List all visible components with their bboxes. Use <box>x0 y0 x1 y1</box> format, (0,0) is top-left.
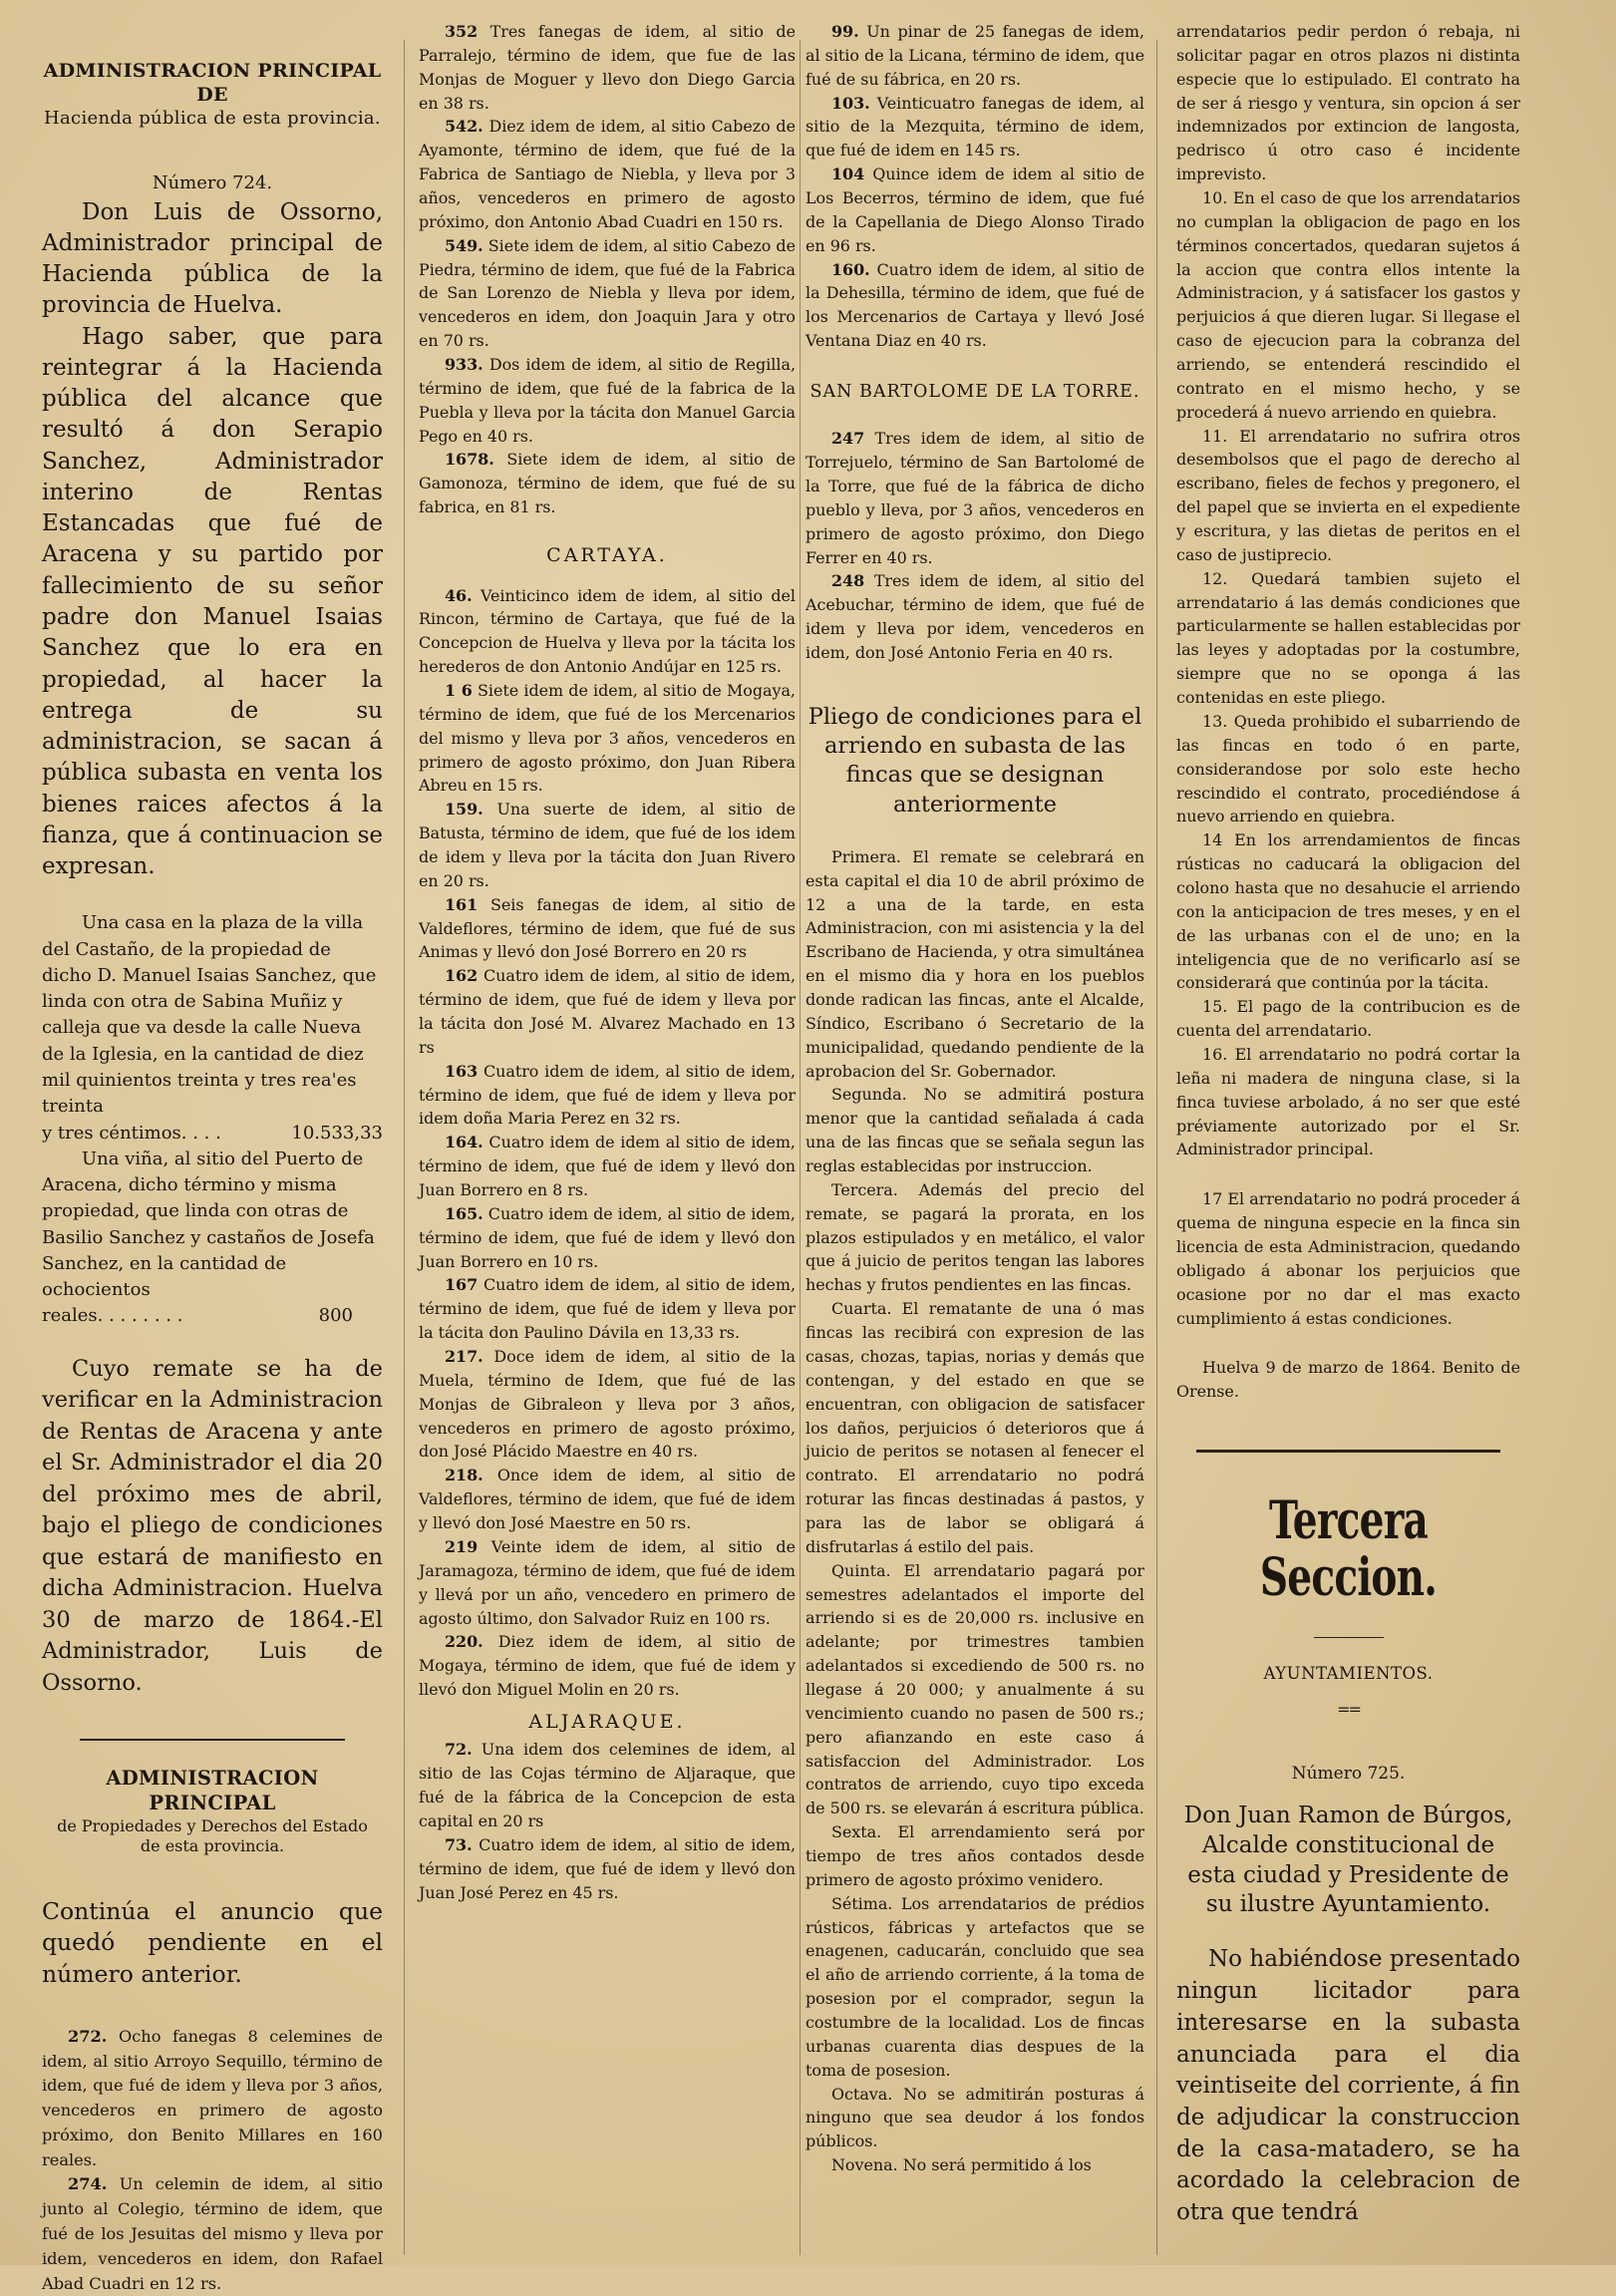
condition-text: No será permitido á los <box>902 2155 1092 2175</box>
column-rule <box>800 40 801 2255</box>
item-text: Tres idem de idem, al sitio del Acebuchar, término de idem, que fué de idem y lleva por idem, vencederos en idem, don José Antonio Feria en 40 rs. <box>806 571 1144 663</box>
item-text: Tres idem de idem, al sitio de Torrejuelo, término de San Bartolomé de la Torre, que fué de la fábrica de dicho pueblo y lleva, por 3 años, vencederos en primero de agosto próximo, don Diego Ferrer en 40 rs. <box>806 429 1144 567</box>
item-number: 103. <box>831 93 870 113</box>
section-heading-subtitle: Hacienda pública de esta provincia. <box>44 107 381 129</box>
condition-label: 14 <box>1202 830 1223 850</box>
item-number: 73. <box>445 1834 473 1854</box>
section-heading-subtitle: de esta provincia. <box>140 1835 285 1855</box>
item-text: Una suerte de idem, al sitio de Batusta, término de idem, que fué de los idem de idem y lleva por la tácita don Juan Rivero en 20 rs. <box>419 800 796 890</box>
item-text: Ocho fanegas 8 celemines de idem, al sitio Arroyo Sequillo, término de idem, que fué de idem y lleva por 3 años, vencederos en primero de agosto próximo, don Benito Millares en 160 reales. <box>42 2026 383 2169</box>
auction-terms: Cuyo remate se ha de verificar en la Administracion de Rentas de Aracena y ante el Sr. Administrador el dia 20 del próximo mes de abril, bajo el pliego de condiciones que estará de manifiesto en dicha Administracion. Huelva 30 de marzo de 1864.-El Administrador, Luis de Ossorno. <box>42 1355 383 1696</box>
column-rule <box>404 40 405 2255</box>
item-text: Quince idem de idem al sitio de Los Becerros, término de idem, que fué de la Capellania de Diego Alonso Tirado en 96 rs. <box>806 164 1144 255</box>
item-text: Cuatro idem de idem, al sitio de idem, término de idem, que fué de idem y lleva por idem doña Maria Perez en 32 rs. <box>419 1061 796 1129</box>
item-text: Un pinar de 25 fanegas de idem, al sitio de la Licana, término de idem, que fué de su fábrica, en 20 rs. <box>806 22 1144 89</box>
item-number: 217. <box>445 1347 484 1367</box>
item-number: 72. <box>445 1740 473 1760</box>
item-text: Cuatro idem de idem, al sitio de idem, término de idem, que fué de idem y llevó don Juan José Perez en 45 rs. <box>419 1834 796 1902</box>
condition-label: Sétima. <box>831 1893 893 1913</box>
item-number: 161 <box>445 894 479 914</box>
conditions-list <box>806 845 1144 2177</box>
item-number: 274. <box>68 2174 108 2194</box>
ornament-mark: == <box>1337 1700 1360 1720</box>
item-number: 163 <box>445 1061 479 1081</box>
condition-label: 16. <box>1202 1044 1228 1064</box>
property-description: Una viña, al sitio del Puerto de Aracena, dicho término y misma propiedad, que linda con otras de Basilio Sanchez y castaños de Josefa Sanchez, en la cantidad de ochocientos <box>42 1148 375 1301</box>
item-text: Siete idem de idem, al sitio de Gamonoza, término de idem, que fué de su fabrica, en 81 rs. <box>419 450 796 517</box>
section-heading-subtitle: de Propiedades y Derechos del Estado <box>57 1815 368 1835</box>
item-text: Doce idem de idem, al sitio de la Muela, término de Idem, que fué de las Monjas de Gibraleon y lleva por 3 años, vencederos en primero de agosto próximo, don José Plácido Maestre en 40 rs. <box>419 1347 796 1462</box>
item-number: 542. <box>445 117 484 137</box>
item-number: 220. <box>445 1632 484 1652</box>
notice-number: Número 725. <box>1291 1764 1406 1785</box>
section-heading <box>42 60 383 130</box>
item-text: Veinte idem de idem, al sitio de Jaramagoza, término de idem, que fué de idem y llevá por un año, vencedero en primero de agosto último, don Salvador Ruiz en 100 rs. <box>419 1536 796 1628</box>
condition-text: Los arrendatarios de prédios rústicos, fábricas y artefactos que se enagenen, caducarán, concluido que sea el año de arriendo corriente, á la toma de posesion por el comprador, segun la costumbre de la localidad. Los de fincas urbanas cuarenta dias despues de la toma de posesion. <box>806 1893 1144 2080</box>
item-text: Cuatro idem de idem al sitio de idem, término de idem, que fué de idem y llevó don Juan Borrero en 8 rs. <box>419 1133 796 1200</box>
condition-text: El arrendatario no podrá cortar la leña ni madera de ninguna clase, si la finca tuviese arbolado, á no ser que esté préviamente autorizado por el Sr. Administrador principal. <box>1176 1044 1520 1159</box>
notice-lead: Don Luis de Ossorno, Administrador principal de Hacienda pública de la provincia de Huelva. <box>42 198 383 319</box>
column-2 <box>419 20 796 2245</box>
condition-text: El arrendatario no podrá proceder á quema de ninguna especie en la finca sin licencia de esta Administracion, quedando obligado á abonar los perjuicios que ocasione por no dar el mas exacto cumplimiento á estas condiciones. <box>1176 1189 1521 1328</box>
item-list <box>806 20 1144 353</box>
item-text: Seis fanegas de idem, al sitio de Valdeflores, término de idem, que fué de sus Animas y llevó don José Borrero en 20 rs <box>419 894 796 962</box>
continuation-note: Continúa el anuncio que quedó pendiente en el número anterior. <box>42 1896 383 1989</box>
condition-text: En los arrendamientos de fincas rústicas no caducará la obligacion del colono hasta que no desahucie el arriendo con la anticipacion de tres meses, y en el de las urbanas con el de uno; en la inteligencia que de no verificarlo así se considerará que continúa por la tácita. <box>1176 830 1520 993</box>
condition-label: Novena. <box>831 2155 898 2175</box>
condition-label: Quinta. <box>831 1560 891 1580</box>
condition-label: Sexta. <box>831 1822 882 1842</box>
condition-label: 12. <box>1202 568 1228 588</box>
item-number: 46. <box>445 585 473 605</box>
condition-label: Cuarta. <box>831 1299 892 1319</box>
condition-label: 10. <box>1202 188 1228 208</box>
item-list <box>806 427 1144 665</box>
town-heading: CARTAYA. <box>546 544 668 567</box>
item-number: 219 <box>445 1536 479 1556</box>
item-number: 352 <box>445 22 479 41</box>
condition-label: 11. <box>1202 426 1228 446</box>
condition-label: 13. <box>1202 711 1228 731</box>
column-rule <box>1156 40 1157 2255</box>
condition-label: Segunda. <box>831 1085 907 1105</box>
conditions-heading: Pliego de condiciones para el arriendo en subasta de las fincas que se designan anteriormente <box>808 703 1142 818</box>
condition-label: 15. <box>1202 997 1228 1017</box>
condition-text: Además del precio del remate, se pagará la prorata, en los plazos estipulados y en metálico, el valor que á juicio de peritos tengan las labores hechas y frutos pendientes en las fincas. <box>806 1179 1144 1295</box>
item-number: 160. <box>831 259 870 279</box>
conditions-list <box>1176 20 1520 1330</box>
item-text: Diez idem de idem, al sitio de Mogaya, término de idem, que fué de idem y llevó don Miguel Molin en 20 rs. <box>419 1632 796 1700</box>
condition-label: Tercera. <box>831 1179 898 1199</box>
item-list <box>42 2025 383 2296</box>
item-number: 549. <box>445 235 484 255</box>
item-text: Tres fanegas de idem, al sitio de Parralejo, término de idem, que fue de las Monjas de Moguer y llevo don Diego Garcia en 38 rs. <box>419 22 796 113</box>
item-number: 104 <box>831 164 865 184</box>
item-text: Dos idem de idem, al sitio de Regilla, término de idem, que fué de la fabrica de la Puebla y lleva por la tácita don Manuel Garcia Pego en 40 rs. <box>419 355 796 446</box>
property-description-end: y tres céntimos. . . . <box>42 1122 221 1144</box>
item-text: Diez idem de idem, al sitio Cabezo de Ayamonte, término de idem, que fué de la Fabrica de Santiago de Niebla, y lleva por 3 años, vencederos en primero de agosto próximo, don Antonio Abad Cuadri en 150 rs. <box>419 117 796 231</box>
property-description-end: reales. . . . . . . . <box>42 1305 183 1327</box>
item-text: Cuatro idem de idem, al sitio de la Dehesilla, término de idem, que fué de los Mercenarios de Cartaya y llevó José Ventana Diaz en 40 rs. <box>806 259 1144 351</box>
condition-text: El pago de la contribucion es de cuenta del arrendatario. <box>1176 997 1520 1041</box>
item-number: 247 <box>831 429 865 449</box>
condition-text: En el caso de que los arrendatarios no cumplan la obligacion de pago en los términos concertados, quedaran sujetos á la accion que contra ellos intente la Administracion, y á satisfacer los gastos y perjuicios á que dieren lugar. Si llegase el caso de ejecucion para la cobranza del arriendo, se entenderá rescindido el contrato en el mismo hecho, y se procederá á nuevo arriendo en quiebra. <box>1176 188 1520 422</box>
section-divider <box>80 1739 345 1741</box>
property-description: Una casa en la plaza de la villa del Castaño, de la propiedad de dicho D. Manuel Isaias Sanchez, que linda con otra de Sabina Muñiz y calleja que va desde la calle Nueva de la Iglesia, en la cantidad de diez mil quinientos treinta y tres rea'es treinta <box>42 912 377 1118</box>
item-number: 167 <box>445 1275 479 1295</box>
condition-text: No se admitirá postura menor que la cantidad señalada á cada una de las fincas que se señala segun las reglas establecidas por instruccion. <box>806 1085 1144 1176</box>
item-text: Once idem de idem, al sitio de Valdeflores, término de idem, que fué de idem y llevó don José Maestre en 50 rs. <box>419 1466 796 1533</box>
item-number: 248 <box>831 571 865 591</box>
property-listing <box>42 910 383 1329</box>
condition-text: El arrendatario no sufrira otros desembolsos que el pago de derecho al escribano, fieles de fechos y pregonero, el del papel que se invierta en el expediente y escritura, y las dietas de peritos en el caso de justiprecio. <box>1176 426 1520 564</box>
condition-text: El arrendamiento será por tiempo de tres años contados desde primero de agosto próximo venidero. <box>806 1822 1144 1889</box>
signature-dateline: Huelva 9 de marzo de 1864. Benito de Orense. <box>1176 1358 1520 1402</box>
item-list <box>419 20 796 519</box>
item-number: 272. <box>68 2026 108 2046</box>
notice-body: No habiéndose presentado ningun licitador para interesarse en la subasta anunciada para el dia veintiseite del corriente, á fin de adjudicar la construccion de la casa-matadero, se ha acordado la celebracion de otra que tendrá <box>1176 1946 1520 2226</box>
town-heading: ALJARAQUE. <box>528 1710 686 1733</box>
item-number: 1678. <box>445 450 494 470</box>
item-number: 1 6 <box>445 680 473 700</box>
section-divider <box>1196 1450 1500 1453</box>
condition-text: Quedará tambien sujeto el arrendatario á las demás condiciones que particularmente se hallen establecidas por las leyes y adoptadas por la costumbre, siempre que no se oponga á las contenidas en este pliego. <box>1176 568 1520 708</box>
item-text: Una idem dos celemines de idem, al sitio de las Cojas término de Aljaraque, que fué de la fábrica de la Concepcion de esta capital en 20 rs <box>419 1740 796 1831</box>
item-text: Siete idem de idem, al sitio Cabezo de Piedra, término de idem, que fué de la Fabrica de San Lorenzo de Niebla y lleva por idem, vencederos en idem, don Joaquin Jara y otro en 70 rs. <box>419 235 796 351</box>
item-number: 164. <box>445 1133 484 1152</box>
item-number: 99. <box>831 22 859 41</box>
condition-text: El arrendatario pagará por semestres adelantados el importe del arriendo si es de 20,000 rs. inclusive en adelante; por trimestres tambien adelantados si excediendo de 500 rs. no llegase á 20 000; y anualmente á su vencimiento cuando no pasen de 500 rs.; pero afianzando en este caso á satisfaccion del Administrador. Los contratos de arriendo, cuyo tipo exceda de 500 rs. se elevarán á escritura pública. <box>806 1560 1144 1818</box>
item-text: Cuatro idem de idem, al sitio de idem, término de idem, que fué de idem y lleva por la tácita don José M. Alvarez Machado en 13 rs <box>419 966 796 1057</box>
condition-text: arrendatarios pedir perdon ó rebaja, ni solicitar pagar en otros plazos ni distinta especie que lo estipulado. El contrato ha de ser á riesgo y ventura, sin opcion á ser indemnizados por extincion de langosta, pedrisco ú otro caso é incidente imprevisto. <box>1176 22 1520 184</box>
item-text: Un celemin de idem, al sitio junto al Colegio, término de idem, que fué de los Jesuitas del mismo y lleva por idem, vencederos en idem, don Rafael Abad Cuadri en 12 rs. <box>42 2174 383 2293</box>
item-text: Veinticinco idem de idem, al sitio del Rincon, término de Cartaya, que fué de la Concepcion de Huelva y lleva por la tácita los herederos de don Antonio Andújar en 125 rs. <box>419 585 796 677</box>
section-title: Tercera Seccion. <box>1259 1490 1438 1609</box>
item-text: Veinticuatro fanegas de idem, al sitio de la Mezquita, término de idem, que fué de idem en 145 rs. <box>806 93 1144 161</box>
item-number: 933. <box>445 355 484 375</box>
condition-text: Queda prohibido el subarriendo de las fincas en todo ó en parte, considerandose por solo este hecho rescindido el contrato, procediéndose á nuevo arriendo en quiebra. <box>1176 711 1520 826</box>
condition-label: 17 <box>1202 1189 1223 1209</box>
condition-text: No se admitirán posturas á ninguno que sea deudor á los fondos públicos. <box>806 2084 1144 2151</box>
section-heading <box>42 1767 383 1856</box>
section-heading-title: ADMINISTRACION PRINCIPAL DE <box>43 60 382 106</box>
column-3 <box>806 20 1144 2245</box>
item-list <box>419 1738 796 1904</box>
item-text: Siete idem de idem, al sitio de Mogaya, término de idem, que fué de los Mercenarios del mismo y lleva por 3 años, vencederos en primero de agosto próximo, don Juan Ribera Abreu en 15 rs. <box>419 680 796 796</box>
notice-lead: Don Juan Ramon de Búrgos, Alcalde constitucional de esta ciudad y Presidente de su ilustre Ayuntamiento. <box>1183 1802 1513 1918</box>
town-heading: SAN BARTOLOME DE LA TORRE. <box>809 382 1140 403</box>
condition-label: Primera. <box>831 846 901 866</box>
item-number: 165. <box>445 1203 484 1223</box>
property-amount: 10.533,33 <box>291 1122 383 1144</box>
notice-body: Hago saber, que para reintegrar á la Hacienda pública del alcance que resultó á don Serapio Sanchez, Administrador interino de Rentas Estancadas que fué de Aracena y su partido por fallecimiento de su señor padre don Manuel Isaias Sanchez que lo era en propiedad, al hacer la entrega de su administracion, se sacan á pública subasta en venta los bienes raices afectos á la fianza, que á continuacion se expresan. <box>42 323 383 880</box>
condition-label: Octava. <box>831 2084 893 2104</box>
ornament-rule <box>1314 1637 1384 1638</box>
item-number: 159. <box>445 800 484 820</box>
column-4 <box>1176 20 1520 2245</box>
item-number: 218. <box>445 1466 484 1485</box>
item-text: Cuatro idem de idem, al sitio de idem, término de idem, que fué de idem y lleva por la tácita don Paulino Dávila en 13,33 rs. <box>419 1275 796 1343</box>
property-amount: 800 <box>318 1305 353 1327</box>
subsection-heading: AYUNTAMIENTOS. <box>1263 1663 1434 1683</box>
section-heading-title: ADMINISTRACION PRINCIPAL <box>106 1767 319 1814</box>
condition-text: El remate se celebrará en esta capital el dia 10 de abril próximo de 12 a una de la tarde, en esta Administracion, con mi asistencia y la del Escribano de Hacienda, y otra simultánea en el mismo dia y hora en los pueblos donde radican las fincas, ante el Alcalde, Síndico, Escribano ó Secretario de la municipalidad, quedando pendiente de la aprobacion del Sr. Gobernador. <box>806 846 1144 1081</box>
condition-text: El rematante de una ó mas fincas las recibirá con expresion de las casas, chozas, tapias, norias y demás que contengan, y del estado en que se encuentran, con obligacion de satisfacer los daños, perjuicios ó deterioros que á juicio de peritos se notasen al fenecer el contrato. El arrendatario no podrá roturar las fincas destinadas á pastos, y para las de labor se obligará á disfrutarlas á estilo del pais. <box>806 1299 1144 1556</box>
item-text: Cuatro idem de idem, al sitio de idem, término de idem, que fué de idem y llevó don Juan Borrero en 10 rs. <box>419 1203 796 1271</box>
column-1 <box>42 60 383 2293</box>
notice-number: Número 724. <box>152 172 273 193</box>
item-list <box>419 584 796 1702</box>
item-number: 162 <box>445 966 479 986</box>
